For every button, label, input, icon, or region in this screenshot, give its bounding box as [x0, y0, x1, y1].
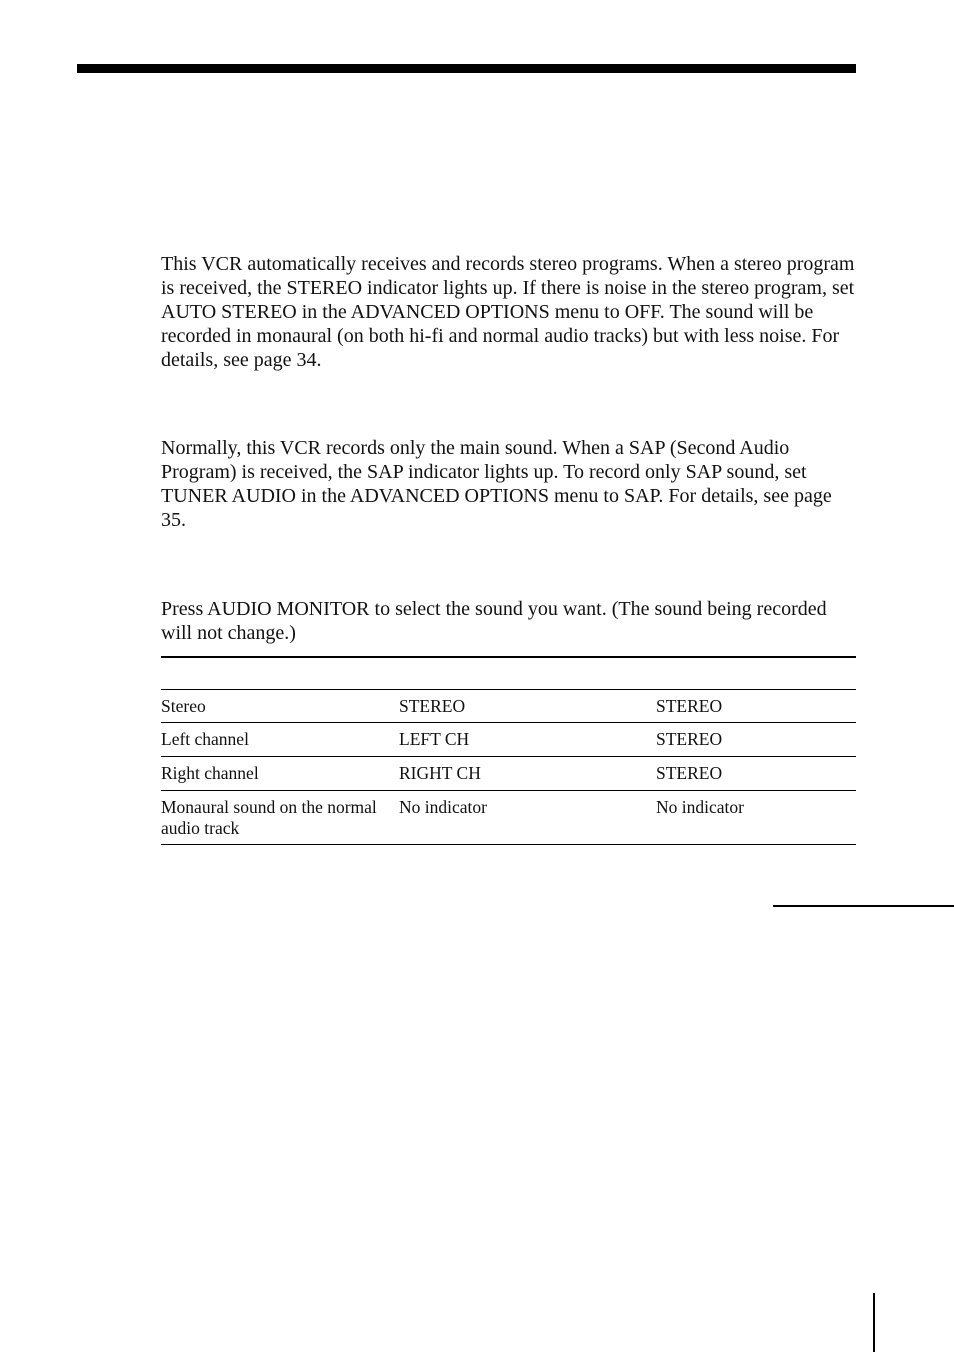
- audio-monitor-table: [161, 656, 856, 845]
- table-cell-indicator: LEFT CH: [399, 729, 470, 749]
- table-cell-indicator-alt: STEREO: [656, 696, 723, 716]
- side-rule: [873, 1293, 875, 1352]
- table-row: [161, 757, 856, 791]
- table-cell-indicator-alt: STEREO: [656, 763, 723, 783]
- table-row: [161, 690, 856, 723]
- paragraph-stereo: This VCR automatically receives and records stereo programs. When a stereo program is received, the STEREO indicator lights up. If there is noise in the stereo program, set AUTO STEREO in the ADVANCED OPTIONS menu to OFF. The sound will be recorded in monaural (on both hi-fi and normal audio tracks) but with less noise. For details, see page 34.: [161, 253, 855, 371]
- top-rule: [77, 64, 856, 73]
- table-cell-sound: Stereo: [161, 696, 206, 716]
- table-cell-indicator-alt: No indicator: [656, 797, 744, 817]
- paragraph-sap: Normally, this VCR records only the main sound. When a SAP (Second Audio Program) is received, the SAP indicator lights up. To record only SAP sound, set TUNER AUDIO in the ADVANCED OPTIONS menu to SAP. For details, see page 35.: [161, 437, 832, 531]
- table-header-row: [161, 658, 856, 690]
- table-cell-sound: Monaural sound on the normal audio track: [161, 797, 377, 838]
- table-row: [161, 791, 856, 845]
- paragraph-audio-monitor: Press AUDIO MONITOR to select the sound you want. (The sound being recorded will not change.): [161, 598, 827, 644]
- table-cell-indicator-alt: STEREO: [656, 729, 723, 749]
- table-cell-sound: Right channel: [161, 763, 259, 783]
- table-cell-indicator: STEREO: [399, 696, 466, 716]
- table-cell-indicator: No indicator: [399, 797, 487, 817]
- table-cell-sound: Left channel: [161, 729, 249, 749]
- table-row: [161, 723, 856, 757]
- table-cell-indicator: RIGHT CH: [399, 763, 481, 783]
- right-rule: [773, 905, 954, 907]
